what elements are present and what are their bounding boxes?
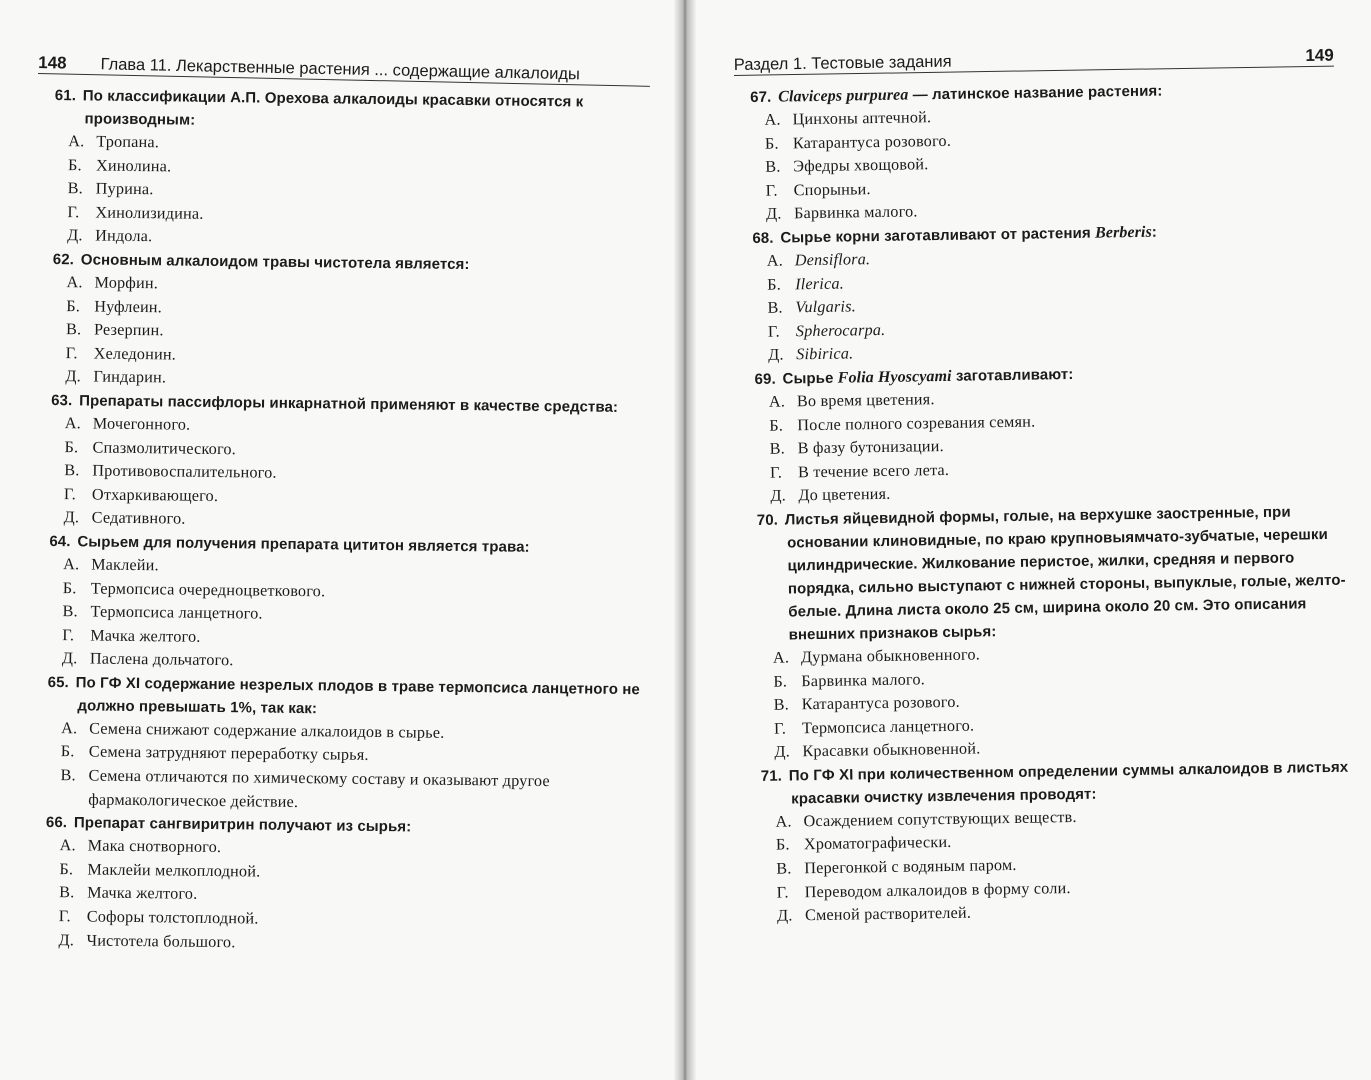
answer-option: Г. Софоры толстоплодной. xyxy=(58,907,259,928)
question-61 xyxy=(53,84,655,255)
answer-option: Б. Маклейи мелкоплодной. xyxy=(59,859,261,881)
answer-option: Д. Гиндарин. xyxy=(65,367,167,387)
answer-option: Б. Семена затрудняют переработку сырья. xyxy=(60,742,369,765)
answer-options xyxy=(755,382,1352,509)
answer-options xyxy=(51,271,652,396)
answer-option: Б. Нуфлеин. xyxy=(66,296,163,316)
answer-option: В. Противовоспалительного. xyxy=(64,461,277,482)
answer-option: В. Перегонкой с водяным паром. xyxy=(776,855,1017,878)
answer-option: В. Семена отличаются по химическому составу и оказывают другое фармакологическое действие. xyxy=(60,766,550,811)
answer-option: Б. После полного созревания семян. xyxy=(769,412,1036,435)
answer-option: Г. Хинолизидина. xyxy=(67,202,204,223)
answer-option: Б. Хинолина. xyxy=(67,155,172,176)
question-number: 62. xyxy=(52,250,75,269)
question-text: Сырье корни заготавливают от растения xyxy=(780,224,1096,247)
question-number: 66. xyxy=(45,814,68,832)
answer-option: Д. До цветения. xyxy=(770,485,891,506)
question-70 xyxy=(757,500,1356,765)
question-text: По ГФ XI содержание незрелых плодов в траве термопсиса ланцетного не должно превышать 1%, так как: xyxy=(75,674,640,718)
question-number: 70. xyxy=(756,511,779,529)
answer-option: Д. Sibirica. xyxy=(768,344,854,365)
answer-options xyxy=(46,717,647,819)
question-63 xyxy=(50,389,652,537)
question-text: Препарат сангвиритрин получают из сырья: xyxy=(73,814,412,836)
answer-option: Д. Паслена дольчатого. xyxy=(61,649,234,670)
answer-option: Г. Мачка желтого. xyxy=(62,625,201,646)
right-page-number: 149 xyxy=(1305,45,1334,66)
answer-option: А. Densiflora. xyxy=(766,250,871,270)
book-gutter xyxy=(674,0,696,1080)
answer-option: В. Резерпин. xyxy=(65,320,164,340)
answer-option: А. Морфин. xyxy=(66,273,159,293)
answer-option: Г. Спорыньи. xyxy=(765,179,871,200)
question-number: 61. xyxy=(54,86,77,105)
answer-options xyxy=(750,100,1347,227)
answer-option: А. Мака снотворного. xyxy=(59,836,222,857)
answer-options xyxy=(761,801,1358,928)
question-text: Основным алкалоидом травы чистотела является: xyxy=(80,251,470,274)
answer-option: Д. Барвинка малого. xyxy=(765,202,918,224)
answer-option: Д. Индола. xyxy=(67,226,153,246)
answer-option: Б. Термопсиса очередноцветкового. xyxy=(62,578,326,600)
question-68: 68. Сырье корни заготавливают от растения Berberis: А. Densiflora. Б. Ilerica. В. Vulgaris. Г. Spherocarpa. Д. Sibirica. xyxy=(752,218,1349,368)
latin-name: Berberis xyxy=(1094,223,1152,242)
question-number: 67. xyxy=(750,88,772,106)
right-running-title: Раздел 1. Тестовые задания xyxy=(733,52,952,75)
right-page-content xyxy=(750,77,1358,929)
question-66 xyxy=(44,811,646,959)
question-67 xyxy=(750,77,1347,227)
answer-option: Д. Красавки обыкновенной. xyxy=(774,739,981,761)
answer-option: Б. Хроматографически. xyxy=(775,833,952,855)
answer-option: Б. Ilerica. xyxy=(766,274,845,294)
answer-option: А. Тропана. xyxy=(68,132,160,152)
answer-options xyxy=(44,834,645,959)
question-64 xyxy=(48,530,650,678)
left-page-number: 148 xyxy=(38,53,67,73)
answer-options xyxy=(50,412,651,537)
question-text: Листья яйцевидной формы, голые, на верхушке заостренные, при основании клиновидные, по краю крупновыямчато-зубчатые, черешки цилиндрические. Жилкование перистое, жилки, средняя и первого порядка, сильно выступают с нижней стороны, выпуклые, голые, желто-белые. Длина листа около 25 см, ширина около 20 см. Это описания внешних признаков сырья: xyxy=(784,503,1346,644)
answer-option: А. Цинхоны аптечной. xyxy=(764,108,932,129)
answer-options xyxy=(759,637,1356,764)
question-number: 69. xyxy=(754,370,776,388)
answer-option: А. Мочегонного. xyxy=(64,414,191,434)
answer-option: А. Во время цветения. xyxy=(768,390,935,411)
question-number: 68. xyxy=(752,229,774,247)
question-62 xyxy=(51,248,653,396)
answer-option: В. Термопсиса ланцетного. xyxy=(62,602,263,623)
answer-option: Г. Spherocarpa. xyxy=(767,320,886,341)
answer-option: Г. Отхаркивающего. xyxy=(63,484,219,505)
latin-name: Claviceps purpurea xyxy=(778,86,909,106)
answer-option: В. Мачка желтого. xyxy=(59,883,198,904)
question-65 xyxy=(46,671,648,819)
answer-option: В. Пурина. xyxy=(67,179,154,199)
left-page-content xyxy=(44,84,655,959)
question-text: — латинское название растения: xyxy=(908,82,1163,104)
question-text: Сырье xyxy=(782,369,838,388)
answer-option: Д. Чистотела большого. xyxy=(58,930,236,951)
answer-option: В. Катарантуса розового. xyxy=(773,692,960,714)
question-text: Препараты пассифлоры инкарнатной применяют в качестве средства: xyxy=(79,392,619,416)
left-running-title: Глава 11. Лекарственные растения ... содержащие алкалоиды xyxy=(100,55,581,84)
question-69: 69. Сырье Folia Hyoscyami заготавливают: А. Во время цветения. Б. После полного созревания семян. В. В фазу бутонизации. Г. В течение всего лета. Д. До цветения. xyxy=(754,359,1351,509)
answer-option: Д. Седативного. xyxy=(63,508,186,528)
answer-option: Г. Термопсиса ланцетного. xyxy=(773,716,975,738)
question-number: 65. xyxy=(47,673,69,692)
question-number: 71. xyxy=(760,767,783,785)
question-text: Сырьем для получения препарата цититон является трава: xyxy=(77,533,530,556)
question-number: 63. xyxy=(51,391,73,410)
answer-option: А. Осаждением сопутствующих веществ. xyxy=(775,807,1077,831)
question-71 xyxy=(761,755,1359,928)
question-text: По ГФ XI при количественном определении суммы алкалоидов в листьях красавки очистку извлечения проводят: xyxy=(788,758,1349,808)
answer-options xyxy=(53,130,654,255)
answer-option: А. Семена снижают содержание алкалоидов в сырье. xyxy=(61,718,445,742)
answer-options xyxy=(48,553,649,678)
answer-options xyxy=(753,241,1350,368)
answer-option: Б. Катарантуса розового. xyxy=(764,131,952,153)
answer-option: Д. Сменой растворителей. xyxy=(776,903,972,925)
answer-option: Г. Переводом алкалоидов в форму соли. xyxy=(776,878,1071,902)
latin-name: Folia Hyoscyami xyxy=(837,367,952,387)
answer-option: А. Маклейи. xyxy=(63,555,159,575)
question-text: По классификации А.П. Орехова алкалоиды красавки относятся к производным: xyxy=(82,87,584,129)
answer-option: Г. В течение всего лета. xyxy=(769,460,950,482)
answer-option: Г. Хеледонин. xyxy=(65,343,177,364)
answer-option: Б. Барвинка малого. xyxy=(773,669,926,691)
question-number: 64. xyxy=(49,532,71,551)
answer-option: В. В фазу бутонизации. xyxy=(769,437,944,458)
answer-option: В. Эфедры хвощовой. xyxy=(765,155,929,176)
answer-option: А. Дурмана обыкновенного. xyxy=(772,645,981,667)
answer-option: В. Vulgaris. xyxy=(767,297,857,317)
answer-option: Б. Спазмолитического. xyxy=(64,437,237,458)
